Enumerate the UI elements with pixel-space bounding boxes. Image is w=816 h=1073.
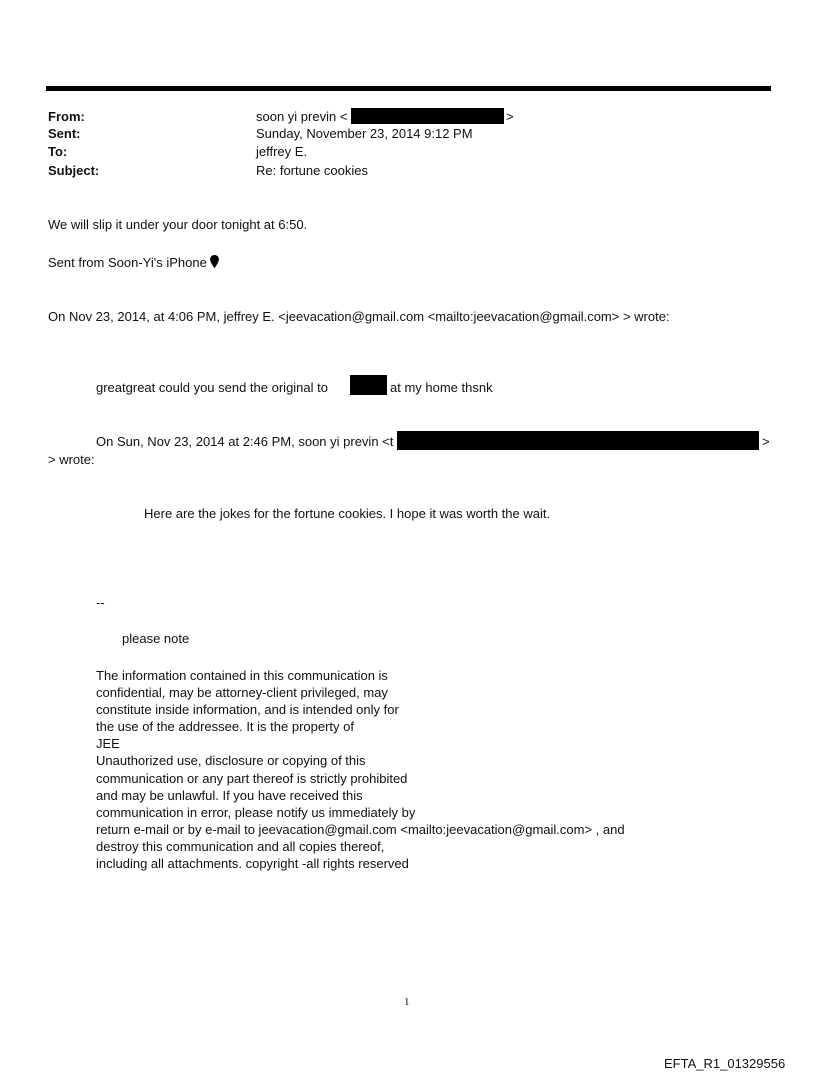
disclaimer-line: JEE xyxy=(96,736,120,752)
quote2-text: Here are the jokes for the fortune cookies. I hope it was worth the wait. xyxy=(144,506,551,521)
disclaimer-line: and may be unlawful. If you have received this xyxy=(96,787,363,803)
redaction-quote2-email xyxy=(397,431,759,450)
disclaimer-line: communication or any part thereof is strictly prohibited xyxy=(96,770,408,786)
quote2-header: On Sun, Nov 23, 2014 at 2:46 PM, soon yi previn <t xyxy=(96,434,394,449)
disclaimer-line: destroy this communication and all copies thereof, xyxy=(96,838,385,854)
signature-line xyxy=(48,255,219,271)
disclaimer-line: the use of the addressee. It is the property of xyxy=(96,719,354,735)
disclaimer-line: including all attachments. copyright -all rights reserved xyxy=(96,856,409,872)
subject-value: Re: fortune cookies xyxy=(256,163,369,178)
reply-line: We will slip it under your door tonight at 6:50. xyxy=(48,217,308,232)
quote2-wrap: > wrote: xyxy=(48,452,95,467)
subject-label: Subject: xyxy=(48,163,100,178)
disclaimer-line: communication in error, please notify us immediately by xyxy=(96,804,416,820)
quote1-text-before: greatgreat could you send the original to xyxy=(96,380,328,395)
from-value: soon yi previn < xyxy=(256,109,348,124)
to-label: To: xyxy=(48,144,68,159)
to-value: jeffrey E. xyxy=(256,144,308,159)
location-pin-icon xyxy=(210,255,219,269)
quote1-text-after: at my home thsnk xyxy=(390,380,493,395)
disclaimer-line: return e-mail or by e-mail to jeevacation@gmail.com <mailto:jeevacation@gmail.com> , and xyxy=(96,821,625,837)
disclaimer-block xyxy=(96,667,625,872)
sent-label: Sent: xyxy=(48,126,81,141)
sent-value: Sunday, November 23, 2014 9:12 PM xyxy=(256,126,473,141)
redaction-recipient-name xyxy=(350,375,387,395)
quote2-close-bracket: > xyxy=(762,434,770,449)
bates-number: EFTA_R1_01329556 xyxy=(664,1056,786,1071)
header-rule xyxy=(46,86,771,91)
disclaimer-line: Unauthorized use, disclosure or copying of this xyxy=(96,753,366,769)
from-close-bracket: > xyxy=(506,109,514,124)
from-label: From: xyxy=(48,109,85,124)
disclaimer-line: The information contained in this communication is xyxy=(96,668,388,683)
disclaimer-line: confidential, may be attorney-client privileged, may xyxy=(96,685,388,701)
please-note: please note xyxy=(122,631,190,646)
page-number: 1 xyxy=(404,996,410,1008)
redaction-from-email xyxy=(351,108,504,124)
signature-text: Sent from Soon-Yi's iPhone xyxy=(48,255,207,270)
sig-separator: -- xyxy=(96,595,105,610)
disclaimer-line: constitute inside information, and is intended only for xyxy=(96,702,399,718)
quote1-header: On Nov 23, 2014, at 4:06 PM, jeffrey E. <jeevacation@gmail.com <mailto:jeevacation@gmail.com> > wrote: xyxy=(48,309,670,324)
